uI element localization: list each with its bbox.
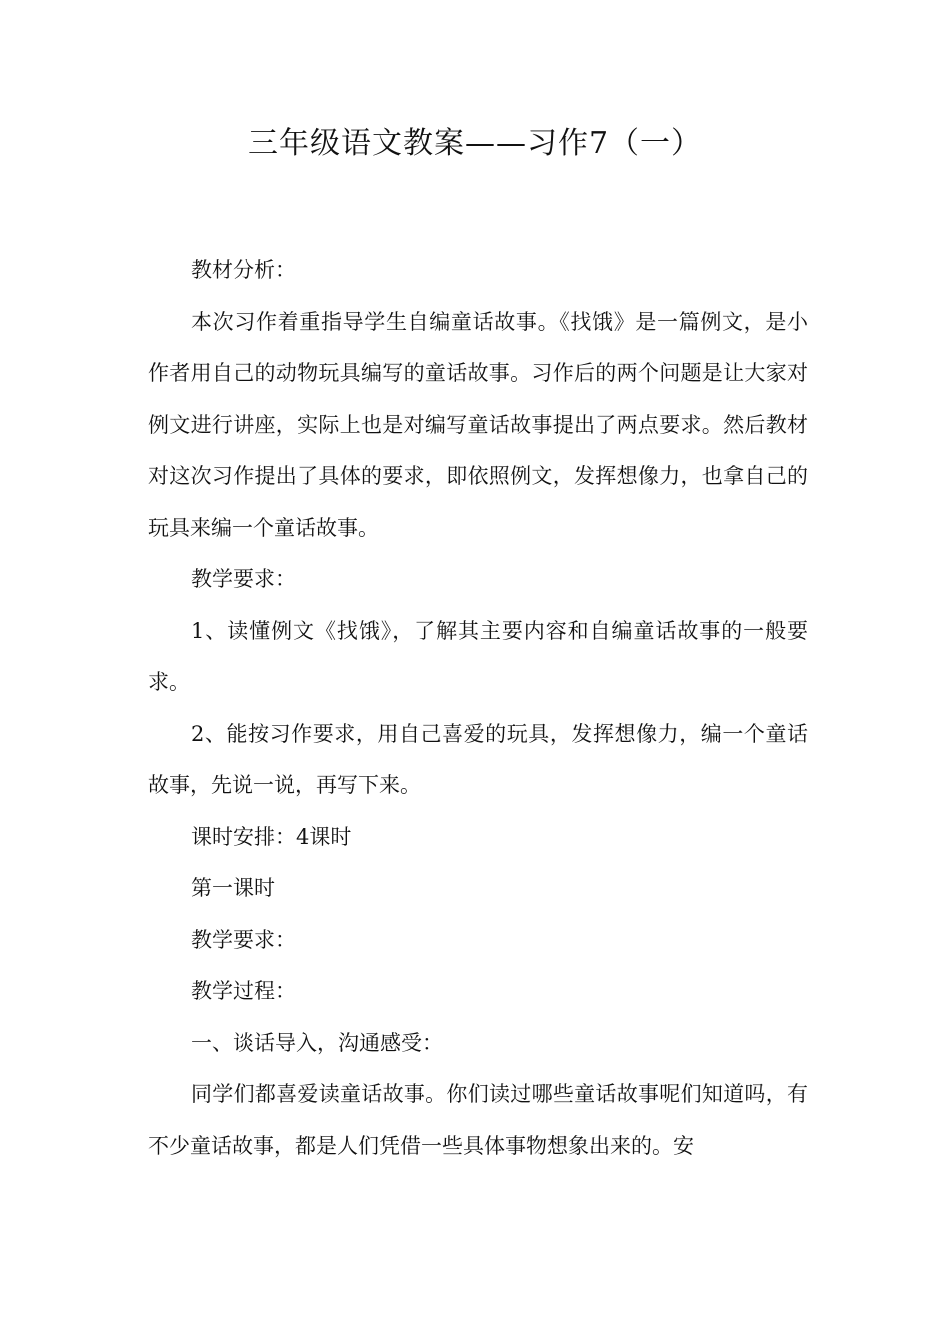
paragraph-lesson-requirements-heading: 教学要求： [191,927,296,952]
paragraph-materials-analysis: 本次习作着重指导学生自编童话故事。《找饿》是一篇例文，是小作者用自己的动物玩具编写的童话故事。习作后的两个问题是让大家对例文进行讲座，实际上也是对编写童话故事提出了两点要求。然后教材对这次习作提出了具体的要求，即依照例文，发挥想像力，也拿自己的玩具来编一个童话故事。 [148,309,808,540]
paragraph-teaching-requirements-heading: 教学要求： [191,567,296,591]
document-title: 三年级语文教案——习作7（一） [247,126,703,161]
paragraph-step-1-text: 同学们都喜爱读童话故事。你们读过哪些童话故事呢们知道吗，有不少童话故事，都是人们凭借一些具体事物想象出来的。安 [148,1082,808,1158]
paragraph-requirement-1: 1、读懂例文《找饿》，了解其主要内容和自编童话故事的一般要求。 [148,618,808,694]
paragraph-requirement-2: 2、能按习作要求，用自己喜爱的玩具，发挥想像力，编一个童话故事，先说一说，再写下来。 [148,721,808,797]
paragraph-first-lesson: 第一课时 [191,876,275,900]
paragraph-step-1-heading: 一、谈话导入，沟通感受： [191,1030,443,1055]
paragraph-materials-analysis-heading: 教材分析： [191,258,296,282]
paragraph-class-hours: 课时安排：4课时 [191,824,352,849]
document-body [148,245,808,1172]
paragraph-teaching-process-heading: 教学过程： [191,979,296,1003]
